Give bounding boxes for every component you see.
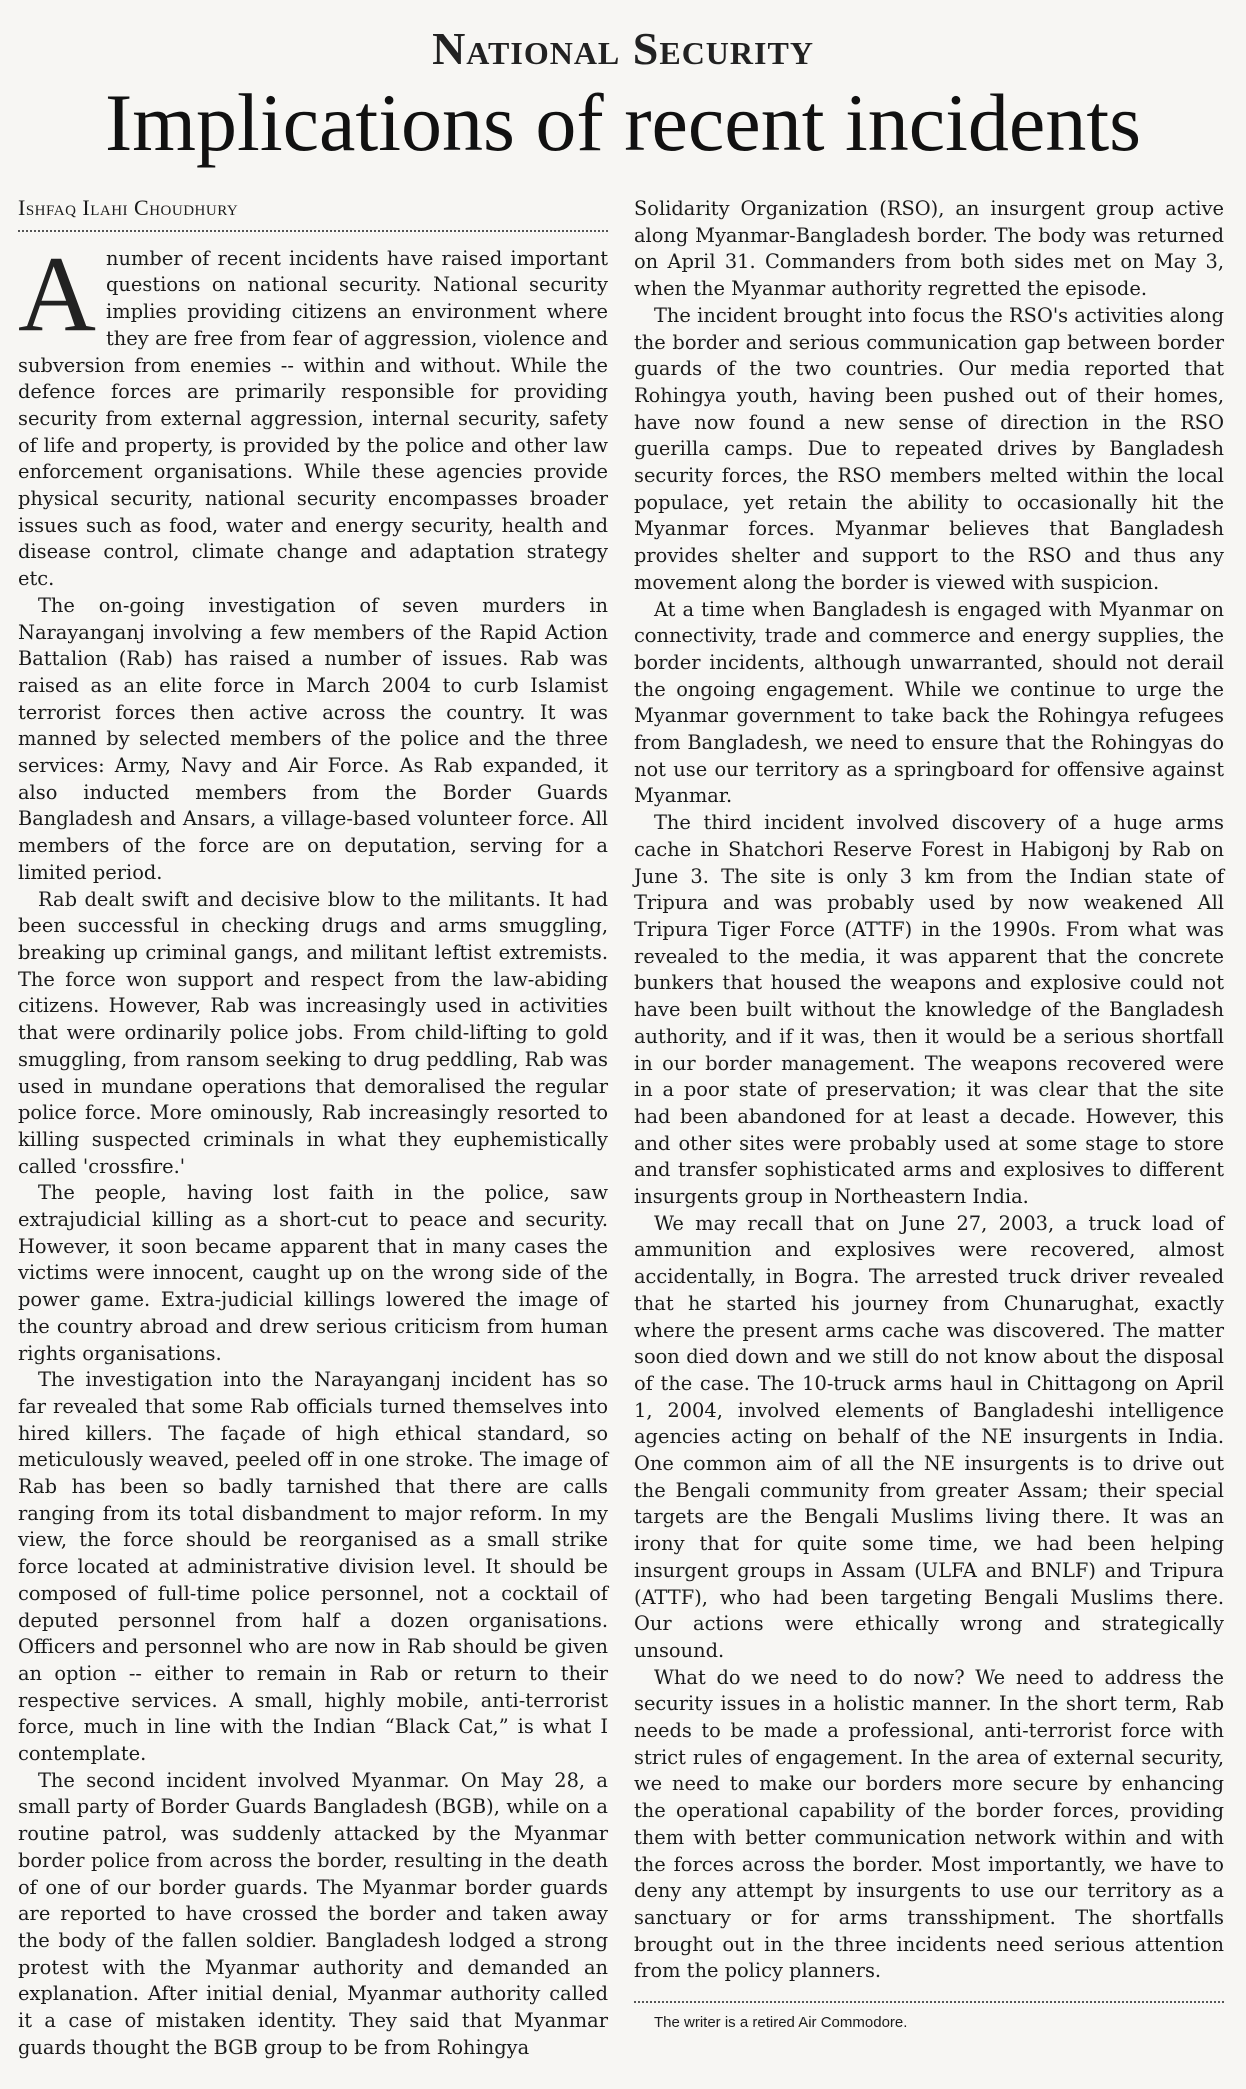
- section-label: National Security: [432, 23, 814, 74]
- paragraph-6: The second incident involved Myanmar. On May 28, a small party of Border Guards Bangladesh (BGB), while on a routine patrol, was suddenly attacked by the Myanmar border police from across the border, resulting in the death of one of our border guards. The Myanmar border guards are reported to have crossed the border and taken away the body of the fallen soldier. Bangladesh lodged a strong protest with the Myanmar authority and demanded an explanation. After initial denial, Myanmar authority called it a case of mistaken identity. They said that Myanmar guards thought the BGB group to be from Rohingya: [18, 1768, 608, 2059]
- paragraph-6-continued: Solidarity Organization (RSO), an insurgent group active along Myanmar-Bangladesh border. The body was returned on April 31. Commanders from both sides met on May 3, when the Myanmar authority regretted the episode.: [634, 197, 1224, 301]
- paragraph-5: The investigation into the Narayanganj incident has so far revealed that some Rab officials turned themselves into hired killers. The façade of high ethical standard, so meticulously weaved, peeled off in one stroke. The image of Rab has been so badly tarnished that there are calls ranging from its total disbandment to major reform. In my view, the force should be reorganised as a small strike force located at administrative division level. It should be composed of full-time police personnel, not a cocktail of deputed personnel from half a dozen organisations. Officers and personnel who are now in Rab should be given an option -- either to remain in Rab or return to their respective services. A small, highly mobile, anti-terrorist force, much in line with the Indian “Black Cat,” is what I contemplate.: [18, 1368, 608, 1766]
- paragraph-1: [18, 234, 608, 593]
- headline: Implications of recent incidents: [104, 77, 1142, 168]
- paragraph-10: We may recall that on June 27, 2003, a truck load of ammunition and explosives were recovered, almost accidentally, in Bogra. The arrested truck driver revealed that he started his journey from Chunarughat, exactly where the present arms cache was discovered. The matter soon died down and we still do not know about the disposal of the case. The 10-truck arms haul in Chittagong on April 1, 2004, involved elements of Bangladeshi intelligence agencies acting on behalf of the NE insurgents in India. One common aim of all the NE insurgents is to drive out the Bengali community from greater Assam; their special targets are the Bengali Muslims living there. It was an irony that for quite some time, we had been helping insurgent groups in Assam (ULFA and BNLF) and Tripura (ATTF), who had been targeting Bengali Muslims there. Our actions were ethically wrong and strategically unsound.: [634, 1211, 1224, 1662]
- paragraph-3: Rab dealt swift and decisive blow to the militants. It had been successful in checking drugs and arms smuggling, breaking up criminal gangs, and militant leftist extremists. The force won support and respect from the law-abiding citizens. However, Rab was increasingly used in activities that were ordinarily police jobs. From child-lifting to gold smuggling, from ransom seeking to drug peddling, Rab was used in mundane operations that demoralised the regular police force. More ominously, Rab increasingly resorted to killing suspected criminals in what they euphemistically called 'crossfire.': [18, 887, 608, 1178]
- paragraph-9: The third incident involved discovery of a huge arms cache in Shatchori Reserve Forest in Habigonj by Rab on June 3. The site is only 3 km from the Indian state of Tripura and was probably used by now weakened All Tripura Tiger Force (ATTF) in the 1990s. From what was revealed to the media, it was apparent that the concrete bunkers that housed the weapons and explosive could not have been built without the knowledge of the Bangladesh authority, and if it was, then it would be a serious shortfall in our border management. The weapons recovered were in a poor state of preservation; it was clear that the site had been abandoned for at least a decade. However, this and other sites were probably used at some stage to store and transfer sophisticated arms and explosives to different insurgents group in Northeastern India.: [634, 811, 1224, 1209]
- column-left: [18, 195, 608, 2062]
- column-right: [634, 196, 1224, 2033]
- byline-divider: [18, 230, 608, 232]
- byline: Ishfaq Ilahi Choudhury: [18, 195, 239, 220]
- paragraph-7: The incident brought into focus the RSO's activities along the border and serious communication gap between border guards of the two countries. Our media reported that Rohingya youth, having been pushed out of their homes, have now found a new sense of direction in the RSO guerilla camps. Due to repeated drives by Bangladesh security forces, the RSO members melted within the local populace, yet retain the ability to occasionally hit the Myanmar forces. Myanmar believes that Bangladesh provides shelter and support to the RSO and thus any movement along the border is viewed with suspicion.: [634, 303, 1224, 594]
- footer-divider: [634, 2001, 1224, 2003]
- paragraph-1-text: number of recent incidents have raised important questions on national security. National security implies providing citizens an environment where they are free from fear of aggression, violence and subversion from enemies -- within and without. While the defence forces are primarily responsible for providing security from external aggression, internal security, safety of life and property, is provided by the police and other law enforcement organisations. While these agencies provide physical security, national security encompasses broader issues such as food, water and energy security, health and disease control, climate change and adaptation strategy etc.: [18, 246, 608, 591]
- drop-cap: A: [18, 234, 96, 354]
- paragraph-4: The people, having lost faith in the police, saw extrajudicial killing as a short-cut to peace and security. However, it soon became apparent that in many cases the victims were innocent, caught up on the wrong side of the power game. Extra-judicial killings lowered the image of the country abroad and drew serious criticism from human rights organisations.: [18, 1181, 608, 1365]
- paragraph-11: What do we need to do now? We need to address the security issues in a holistic manner. In the short term, Rab needs to be made a professional, anti-terrorist force with strict rules of engagement. In the area of external security, we need to make our borders more secure by enhancing the operational capability of the border forces, providing them with better communication network within and with the forces across the border. Most importantly, we have to deny any attempt by insurgents to use our territory as a sanctuary or for arms transshipment. The shortfalls brought out in the three incidents need serious attention from the policy planners.: [634, 1665, 1224, 1983]
- author-note: The writer is a retired Air Commodore.: [654, 2014, 908, 2032]
- paragraph-2: The on-going investigation of seven murders in Narayanganj involving a few members of the Rapid Action Battalion (Rab) has raised a number of issues. Rab was raised as an elite force in March 2004 to curb Islamist terrorist forces then active across the country. It was manned by selected members of the police and the three services: Army, Navy and Air Force. As Rab expanded, it also inducted members from the Border Guards Bangladesh and Ansars, a village-based volunteer force. All members of the force are on deputation, serving for a limited period.: [18, 593, 608, 884]
- paragraph-8: At a time when Bangladesh is engaged with Myanmar on connectivity, trade and commerce and energy supplies, the border incidents, although unwarranted, should not derail the ongoing engagement. While we continue to urge the Myanmar government to take back the Rohingya refugees from Bangladesh, we need to ensure that the Rohingyas do not use our territory as a springboard for offensive against Myanmar.: [634, 597, 1224, 808]
